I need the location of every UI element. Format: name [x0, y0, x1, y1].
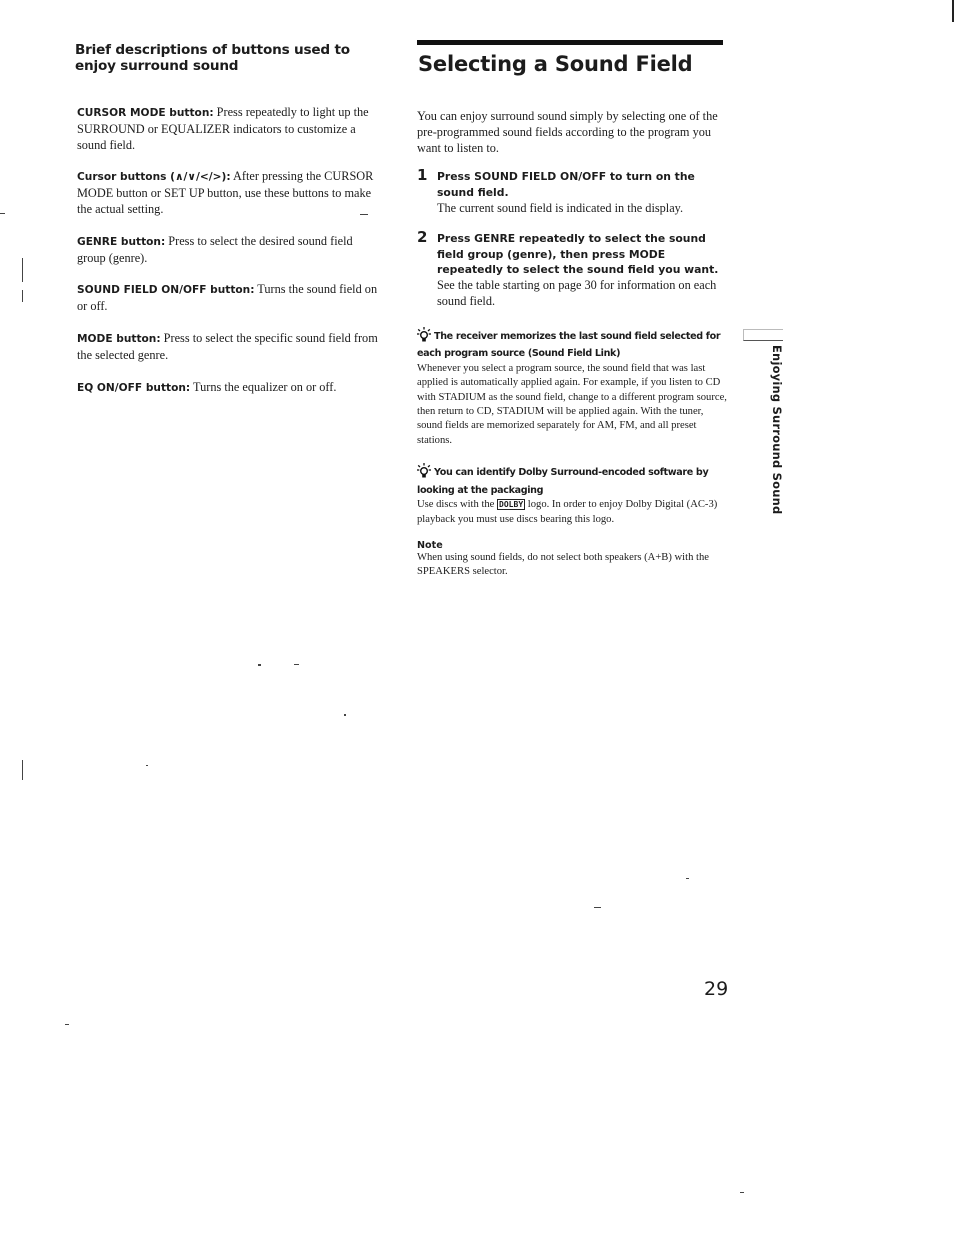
step-1: [417, 166, 727, 216]
scan-speck: [22, 290, 23, 302]
definition-term: GENRE button:: [77, 235, 166, 248]
definition-cursor-buttons: [77, 169, 382, 217]
scan-speck: [344, 714, 346, 716]
definition-text: Turns the sound field on or off.: [77, 282, 378, 314]
side-tab-marker: [743, 329, 783, 341]
scan-speck: [65, 1024, 69, 1025]
intro-paragraph: You can enjoy surround sound simply by selecting one of the pre-programmed sound fields according to the program you want to listen to.: [417, 109, 718, 155]
section-heading-line2: enjoy surround sound: [75, 58, 239, 74]
step-2: [417, 227, 727, 310]
definition-text: Press repeatedly to light up the SURROUND or EQUALIZER indicators to customize a sound field.: [77, 105, 369, 152]
step-body: See the table starting on page 30 for information on each sound field.: [437, 278, 717, 308]
tip-body: [417, 498, 727, 527]
scan-speck: [360, 214, 368, 215]
lightbulb-icon: [417, 463, 431, 484]
definition-text: Press to select the desired sound field group (genre).: [77, 233, 353, 265]
definition-text: Press to select the specific sound field from the selected genre.: [77, 330, 378, 362]
step-heading: Press SOUND FIELD ON/OFF to turn on the sound field.: [437, 170, 695, 200]
page-number: 29: [704, 978, 729, 1000]
title-rule: [417, 40, 723, 45]
tip-heading: [417, 463, 727, 498]
selecting-sound-field-section: [417, 40, 727, 580]
definition-term: CURSOR MODE button:: [77, 107, 214, 119]
lightbulb-icon: [417, 327, 431, 348]
tip-body: Whenever you select a program source, the sound field that was last applied is automatically applied again. For example, if you listen to CD with STADIUM as the sound field, change to a different program source, then return to CD, STADIUM will be applied again. With the tuner, sound fields are memorized separately for AM, FM, and all preset stations.: [417, 362, 727, 446]
scan-speck: [594, 907, 601, 908]
definition-text: Turns the equalizer on or off.: [190, 379, 337, 394]
note-body: When using sound fields, do not select both speakers (A+B) with the SPEAKERS selector.: [417, 552, 709, 578]
tip-body-after: logo. In order to enjoy Dolby Digital (AC-3) playback you must use discs bearing this logo.: [417, 499, 718, 525]
button-descriptions-section: [77, 42, 382, 412]
tip-heading: [417, 327, 727, 362]
scan-speck: [258, 664, 261, 666]
step-body: The current sound field is indicated in the display.: [437, 200, 684, 215]
scan-speck: [146, 765, 148, 766]
page-title: Selecting a Sound Field: [418, 52, 693, 76]
scan-speck: [686, 878, 689, 879]
side-section-label: Enjoying Surround Sound: [770, 345, 784, 515]
scan-speck: [0, 213, 5, 214]
tip-sound-field-link: [417, 327, 727, 448]
definition-sound-field-on-off: [77, 282, 382, 315]
definition-text: After pressing the CURSOR MODE button or SET UP button, use these buttons to make the actual setting.: [77, 169, 374, 216]
scan-speck: [22, 760, 23, 780]
scan-speck: [294, 664, 299, 665]
scan-speck: [740, 1192, 744, 1193]
tip-heading-text: The receiver memorizes the last sound field selected for each program source (Sound Field Link): [417, 330, 721, 360]
definition-genre: [77, 234, 382, 267]
definition-cursor-mode: [77, 105, 382, 153]
tip-heading-text: You can identify Dolby Surround-encoded software by looking at the packaging: [417, 467, 709, 496]
definition-term: SOUND FIELD ON/OFF button:: [77, 284, 255, 297]
dolby-logo: DOLBY: [499, 500, 524, 510]
section-heading-line1: Brief descriptions of buttons used to: [75, 42, 350, 58]
step-number: 1: [417, 166, 428, 185]
scan-speck: [22, 258, 23, 282]
note-heading: Note: [417, 540, 443, 552]
definition-term: EQ ON/OFF button:: [77, 381, 191, 394]
step-heading: Press GENRE repeatedly to select the sound field group (genre), then press MODE repeatedly to select the sound field you want.: [437, 231, 719, 277]
step-number: 2: [417, 227, 428, 246]
section-heading: [75, 42, 382, 74]
tip-body-before: Use discs with the: [417, 499, 498, 511]
definition-term: Cursor buttons (∧/∨/</>):: [77, 171, 231, 184]
definition-eq-on-off: [77, 380, 382, 397]
definition-mode: [77, 331, 382, 364]
definition-term: MODE button:: [77, 332, 161, 345]
tip-dolby-surround: [417, 463, 727, 527]
